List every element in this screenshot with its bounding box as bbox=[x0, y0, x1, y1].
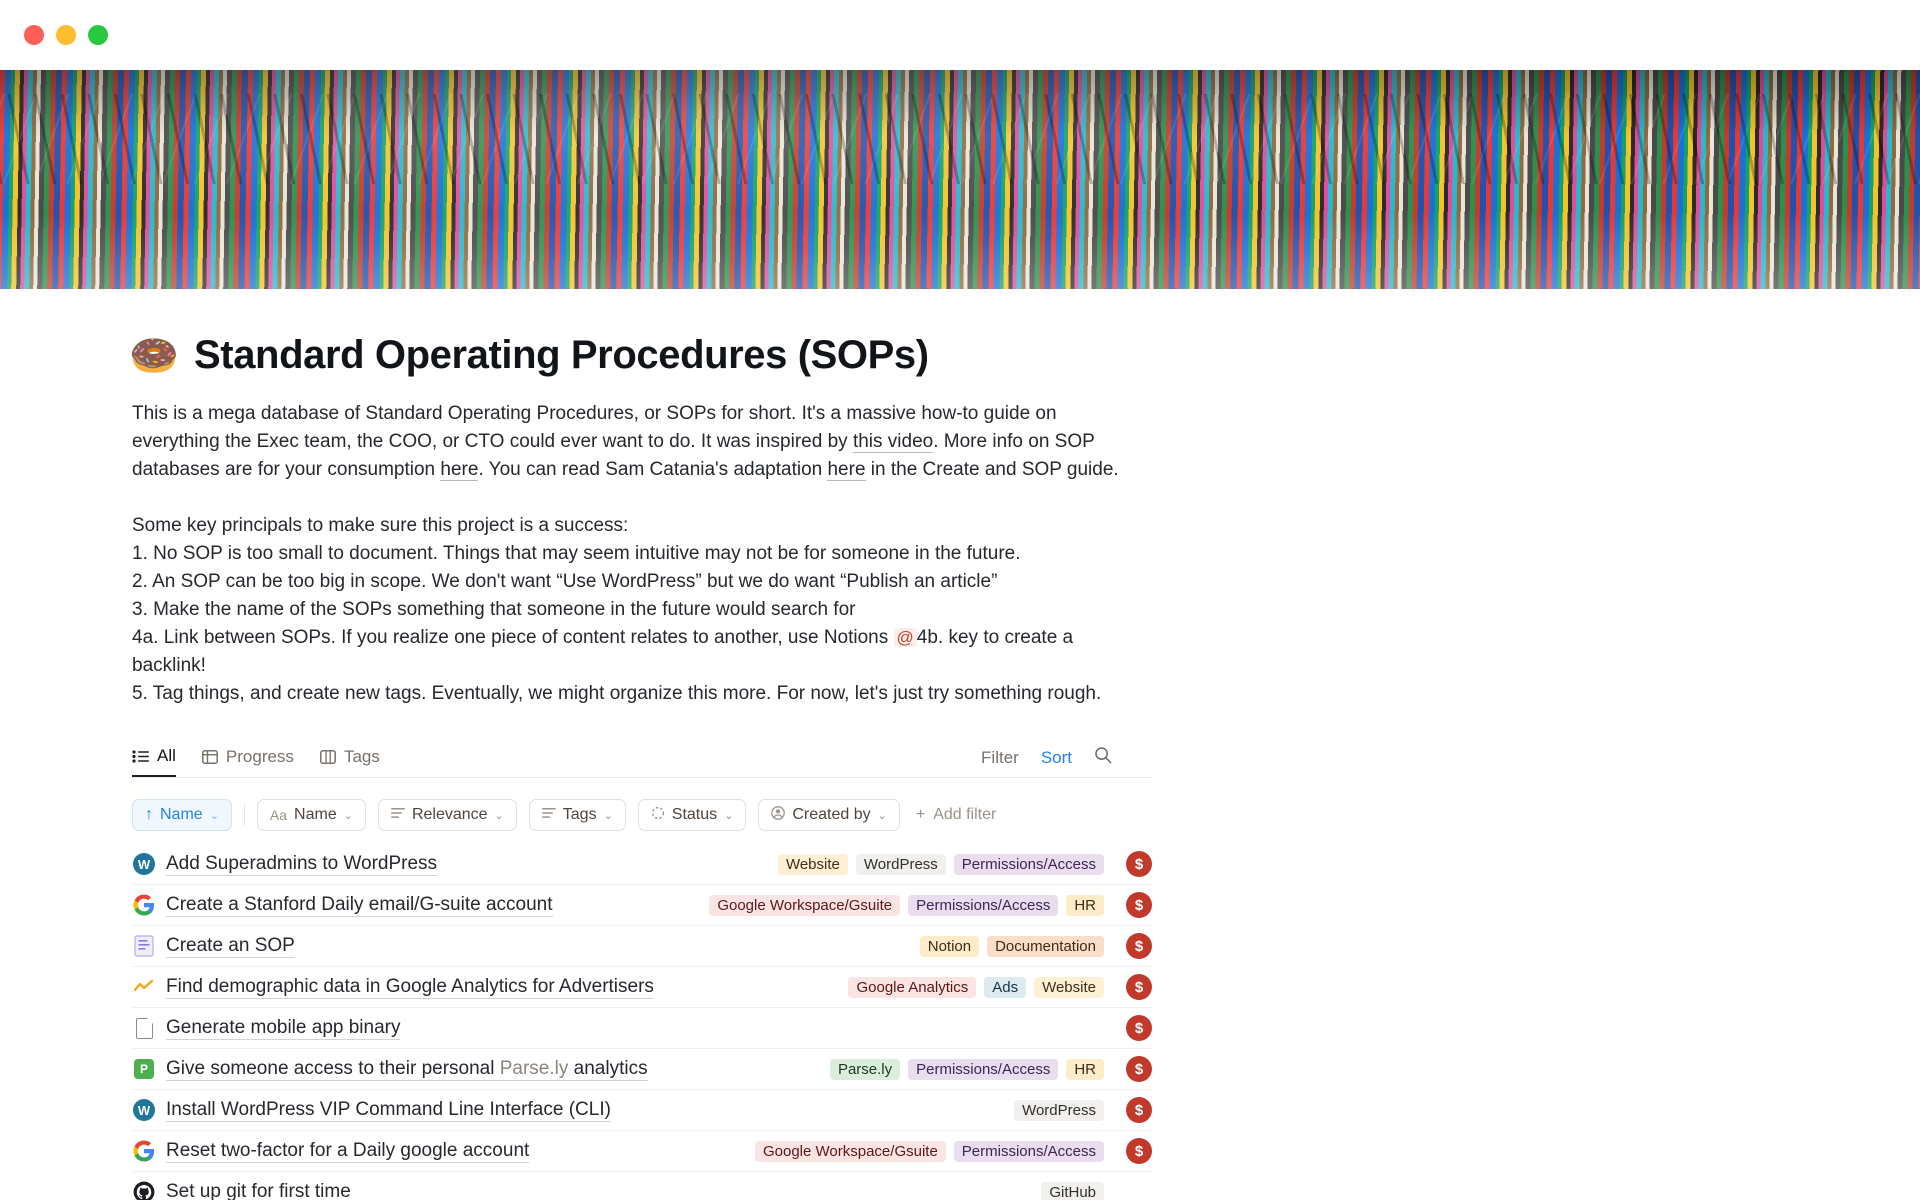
filter-chip-name-label: Name bbox=[294, 806, 337, 823]
tag[interactable]: GitHub bbox=[1041, 1182, 1104, 1200]
row-tags bbox=[830, 1059, 1104, 1080]
filter-chip-created-by[interactable] bbox=[758, 799, 899, 831]
filter-chip-created-by-label: Created by bbox=[792, 806, 871, 823]
search-icon[interactable] bbox=[1094, 746, 1112, 769]
row-meta bbox=[830, 1056, 1152, 1082]
row-title[interactable]: Generate mobile app binary bbox=[166, 1016, 401, 1038]
table-row[interactable] bbox=[132, 885, 1152, 926]
paragraph-spacer bbox=[132, 484, 1152, 512]
chevron-down-icon: ⌄ bbox=[343, 809, 353, 822]
principle-item: 2. An SOP can be too big in scope. We don't want “Use WordPress” but we do want “Publish an article” bbox=[132, 571, 998, 592]
list-icon bbox=[132, 750, 149, 763]
row-main[interactable] bbox=[132, 934, 295, 958]
row-main[interactable] bbox=[132, 1098, 611, 1122]
row-meta bbox=[920, 933, 1152, 959]
tab-all[interactable] bbox=[132, 746, 176, 777]
table-row[interactable] bbox=[132, 844, 1152, 885]
filter-chip-relevance-label: Relevance bbox=[411, 806, 488, 823]
row-tags bbox=[778, 854, 1104, 875]
page-cover-image bbox=[0, 70, 1920, 289]
gallery-icon bbox=[320, 750, 336, 764]
plus-icon: + bbox=[915, 806, 926, 823]
row-main[interactable] bbox=[132, 1180, 351, 1200]
row-meta bbox=[778, 851, 1152, 877]
github-icon bbox=[132, 1180, 156, 1200]
principle-item: 3. Make the name of the SOPs something that someone in the future would search for bbox=[132, 599, 856, 620]
tag[interactable]: WordPress bbox=[856, 854, 946, 875]
row-tags bbox=[1014, 1100, 1104, 1121]
tab-tags-label: Tags bbox=[343, 747, 380, 766]
table-row[interactable] bbox=[132, 1172, 1152, 1200]
tab-all-label: All bbox=[157, 746, 176, 765]
window-close-button[interactable] bbox=[24, 25, 44, 45]
sort-asc-icon: ↑ bbox=[145, 806, 153, 823]
row-title[interactable]: Create a Stanford Daily email/G-suite account bbox=[166, 893, 553, 915]
view-actions bbox=[981, 746, 1112, 777]
tag[interactable]: Permissions/Access bbox=[908, 895, 1058, 916]
filter-button[interactable]: Filter bbox=[981, 747, 1019, 767]
google-icon bbox=[132, 893, 156, 917]
tag[interactable]: Permissions/Access bbox=[908, 1059, 1058, 1080]
tab-progress[interactable] bbox=[202, 747, 294, 776]
intro-text-2: . More info on SOP databases are for your consumption bbox=[132, 431, 1095, 480]
row-title-part-1: Give someone access to their personal bbox=[166, 1057, 500, 1079]
tag[interactable]: Google Workspace/Gsuite bbox=[755, 1141, 946, 1162]
tag[interactable]: HR bbox=[1066, 895, 1104, 916]
filter-chip-tags-label: Tags bbox=[562, 806, 597, 823]
table-row[interactable] bbox=[132, 1131, 1152, 1172]
row-title-part-2: analytics bbox=[568, 1057, 648, 1079]
principles-intro: Some key principals to make sure this project is a success: bbox=[132, 515, 629, 536]
table-row[interactable] bbox=[132, 926, 1152, 967]
row-tags bbox=[848, 977, 1104, 998]
board-icon bbox=[202, 750, 218, 764]
chevron-down-icon: ⌄ bbox=[603, 809, 613, 822]
multiselect-icon bbox=[542, 806, 556, 824]
chevron-down-icon: ⌄ bbox=[494, 809, 504, 822]
row-main[interactable] bbox=[132, 852, 437, 876]
intro-text-3: . You can read Sam Catania's adaptation bbox=[478, 459, 828, 480]
person-icon bbox=[771, 806, 785, 825]
table-row[interactable] bbox=[132, 967, 1152, 1008]
text-icon: Aa bbox=[269, 807, 288, 823]
row-meta bbox=[1104, 1015, 1152, 1041]
add-filter-label: Add filter bbox=[933, 806, 997, 823]
tag[interactable]: Google Analytics bbox=[848, 977, 976, 998]
row-title[interactable]: Find demographic data in Google Analytics for Advertisers bbox=[166, 975, 654, 997]
row-title[interactable]: Reset two-factor for a Daily google account bbox=[166, 1139, 530, 1161]
window-zoom-button[interactable] bbox=[88, 25, 108, 45]
row-title[interactable] bbox=[166, 1058, 648, 1081]
wordpress-icon: W bbox=[132, 852, 156, 876]
parsely-icon: P bbox=[132, 1057, 156, 1081]
money-icon[interactable]: $ bbox=[1126, 1097, 1152, 1123]
tag[interactable]: Ads bbox=[984, 977, 1026, 998]
row-main[interactable] bbox=[132, 975, 654, 999]
row-tags bbox=[755, 1141, 1104, 1162]
analytics-icon bbox=[132, 975, 156, 999]
window-titlebar bbox=[0, 0, 1920, 70]
principle-text-a: 4a. Link between SOPs. If you realize one piece of content relates to another, use Notions bbox=[132, 627, 894, 648]
chevron-down-icon: ⌄ bbox=[877, 809, 887, 822]
sort-name-label: Name bbox=[160, 806, 203, 823]
table-row[interactable] bbox=[132, 1049, 1152, 1090]
tag[interactable]: Google Workspace/Gsuite bbox=[709, 895, 900, 916]
row-main[interactable] bbox=[132, 893, 553, 917]
tag[interactable]: WordPress bbox=[1014, 1100, 1104, 1121]
tag[interactable]: Notion bbox=[920, 936, 979, 957]
tag[interactable]: Permissions/Access bbox=[954, 854, 1104, 875]
money-icon[interactable]: $ bbox=[1126, 933, 1152, 959]
tag[interactable]: Documentation bbox=[987, 936, 1104, 957]
row-tags bbox=[920, 936, 1104, 957]
row-main[interactable] bbox=[132, 1057, 648, 1081]
database-view-bar bbox=[132, 738, 1152, 778]
google-icon bbox=[132, 1139, 156, 1163]
row-title[interactable]: Set up git for first time bbox=[166, 1181, 351, 1200]
cover-tangle-overlay bbox=[0, 94, 1920, 184]
row-title[interactable]: Create an SOP bbox=[166, 934, 295, 956]
tab-tags[interactable] bbox=[320, 747, 380, 776]
sort-name-chip[interactable] bbox=[132, 799, 232, 831]
intro-text-4: in the Create and SOP guide. bbox=[865, 459, 1119, 480]
filter-chip-status-label: Status bbox=[671, 806, 718, 823]
sort-button[interactable]: Sort bbox=[1040, 747, 1072, 767]
at-mention-icon: @ bbox=[894, 628, 917, 647]
this-video-link[interactable]: this video bbox=[852, 431, 934, 452]
filter-chip-status[interactable] bbox=[638, 799, 747, 831]
money-icon[interactable]: $ bbox=[1126, 1056, 1152, 1082]
money-icon[interactable]: $ bbox=[1126, 851, 1152, 877]
filter-chip-relevance[interactable] bbox=[378, 799, 517, 831]
page-title-row bbox=[129, 333, 1152, 378]
add-filter-button[interactable] bbox=[912, 806, 1000, 824]
money-icon[interactable]: $ bbox=[1126, 1138, 1152, 1164]
tag[interactable]: HR bbox=[1066, 1059, 1104, 1080]
row-meta bbox=[709, 892, 1152, 918]
row-meta bbox=[1014, 1097, 1152, 1123]
select-icon bbox=[391, 806, 405, 824]
view-tabs bbox=[132, 746, 380, 777]
row-meta bbox=[1041, 1179, 1152, 1200]
money-icon[interactable]: $ bbox=[1126, 1015, 1152, 1041]
row-title[interactable]: Add Superadmins to WordPress bbox=[166, 852, 438, 874]
document-icon bbox=[132, 1016, 156, 1040]
here-link-2[interactable]: here bbox=[827, 459, 866, 480]
money-icon[interactable]: $ bbox=[1126, 974, 1152, 1000]
principle-item: 5. Tag things, and create new tags. Eventually, we might organize this more. For now, let's just try something rough. bbox=[132, 683, 1102, 704]
here-link-1[interactable]: here bbox=[440, 459, 479, 480]
tab-progress-label: Progress bbox=[225, 747, 294, 766]
parsely-inline-link[interactable]: Parse.ly bbox=[499, 1057, 569, 1079]
page-intro-paragraph bbox=[132, 400, 1142, 484]
window-minimize-button[interactable] bbox=[56, 25, 76, 45]
chip-divider bbox=[244, 804, 245, 826]
row-tags bbox=[1041, 1182, 1104, 1200]
row-tags bbox=[709, 895, 1104, 916]
row-meta bbox=[848, 974, 1152, 1000]
page-title: Standard Operating Procedures (SOPs) bbox=[194, 333, 929, 377]
chevron-down-icon: ⌄ bbox=[209, 809, 219, 822]
intro-text-1: This is a mega database of Standard Operating Procedures, or SOPs for short. It's a massive how-to guide on everything the Exec team, the COO, or CTO could ever want to do. It was inspired by bbox=[132, 403, 1057, 452]
wordpress-icon: W bbox=[132, 1098, 156, 1122]
row-title[interactable]: Install WordPress VIP Command Line Interface (CLI) bbox=[166, 1098, 611, 1120]
chevron-down-icon: ⌄ bbox=[724, 809, 734, 822]
principle-item: 1. No SOP is too small to document. Things that may seem intuitive may not be for someone in the future. bbox=[132, 543, 1021, 564]
principle-text-b: 4b. key to create a backlink! bbox=[132, 627, 1074, 676]
row-meta bbox=[755, 1138, 1152, 1164]
principle-item bbox=[132, 624, 1152, 680]
page-emoji-icon[interactable]: 🍩 bbox=[129, 333, 179, 378]
money-icon[interactable]: $ bbox=[1126, 892, 1152, 918]
tag[interactable]: Parse.ly bbox=[830, 1059, 900, 1080]
page-body bbox=[0, 289, 1920, 1200]
status-icon bbox=[651, 806, 665, 825]
row-main[interactable] bbox=[132, 1016, 400, 1040]
table-row[interactable] bbox=[132, 1090, 1152, 1131]
tag[interactable]: Website bbox=[778, 854, 848, 875]
database-rows bbox=[132, 844, 1152, 1200]
filter-chip-tags[interactable] bbox=[529, 799, 626, 831]
tag[interactable]: Permissions/Access bbox=[954, 1141, 1104, 1162]
filter-chip-bar bbox=[132, 798, 1152, 832]
tag[interactable]: Website bbox=[1034, 977, 1104, 998]
filter-chip-name[interactable] bbox=[257, 799, 366, 831]
table-row[interactable] bbox=[132, 1008, 1152, 1049]
notion-page-icon bbox=[132, 934, 156, 958]
row-main[interactable] bbox=[132, 1139, 529, 1163]
